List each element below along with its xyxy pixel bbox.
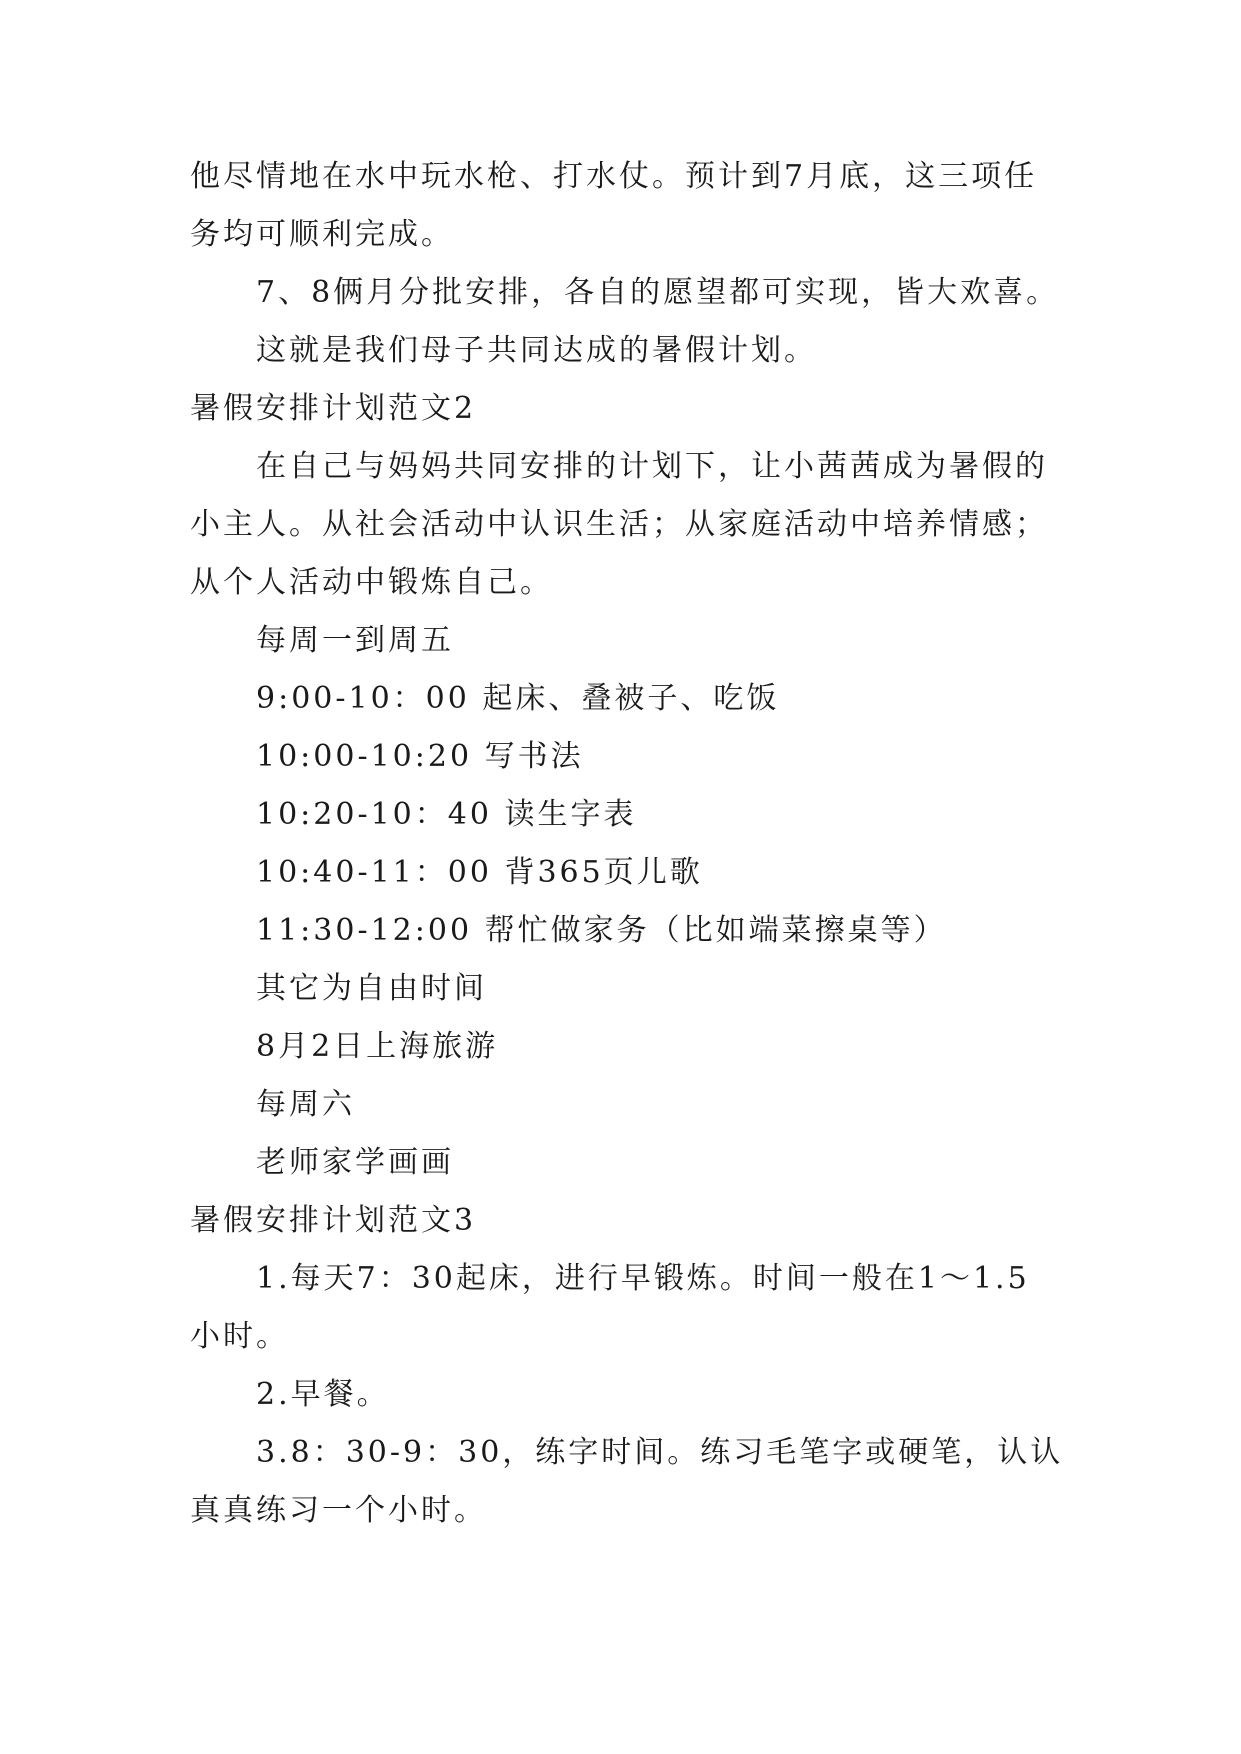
paragraph-line: 他尽情地在水中玩水枪、打水仗。预计到7月底，这三项任 (190, 159, 1038, 194)
paragraph-line: 务均可顺利完成。 (190, 217, 454, 252)
section-heading: 暑假安排计划范文3 (190, 1203, 477, 1238)
list-item-continuation: 真真练习一个小时。 (190, 1493, 487, 1528)
paragraph-line: 7、8俩月分批安排，各自的愿望都可实现，皆大欢喜。 (256, 275, 1060, 310)
paragraph-line: 从个人活动中锻炼自己。 (190, 565, 553, 600)
schedule-heading: 每周一到周五 (256, 623, 454, 658)
schedule-item: 9:00-10：00 起床、叠被子、吃饭 (256, 681, 780, 716)
schedule-item: 10:40-11：00 背365页儿歌 (256, 855, 703, 890)
schedule-item: 10:00-10:20 写书法 (256, 739, 584, 774)
paragraph-line: 8月2日上海旅游 (256, 1029, 499, 1064)
list-item-continuation: 小时。 (190, 1319, 289, 1354)
list-item: 3.8：30-9：30，练字时间。练习毛笔字或硬笔，认认 (256, 1435, 1064, 1470)
paragraph-line: 老师家学画画 (256, 1145, 454, 1180)
paragraph-line: 这就是我们母子共同达成的暑假计划。 (256, 333, 817, 368)
section-heading: 暑假安排计划范文2 (190, 391, 477, 426)
list-item: 2.早餐。 (256, 1377, 390, 1412)
schedule-item: 10:20-10：40 读生字表 (256, 797, 637, 832)
paragraph-line: 其它为自由时间 (256, 971, 487, 1006)
list-item: 1.每天7：30起床，进行早锻炼。时间一般在1～1.5 (256, 1261, 1030, 1296)
schedule-heading: 每周六 (256, 1087, 355, 1122)
paragraph-line: 在自己与妈妈共同安排的计划下，让小茜茜成为暑假的 (256, 449, 1048, 484)
paragraph-line: 小主人。从社会活动中认识生活；从家庭活动中培养情感； (190, 507, 1048, 542)
schedule-item: 11:30-12:00 帮忙做家务（比如端菜擦桌等） (256, 913, 947, 948)
